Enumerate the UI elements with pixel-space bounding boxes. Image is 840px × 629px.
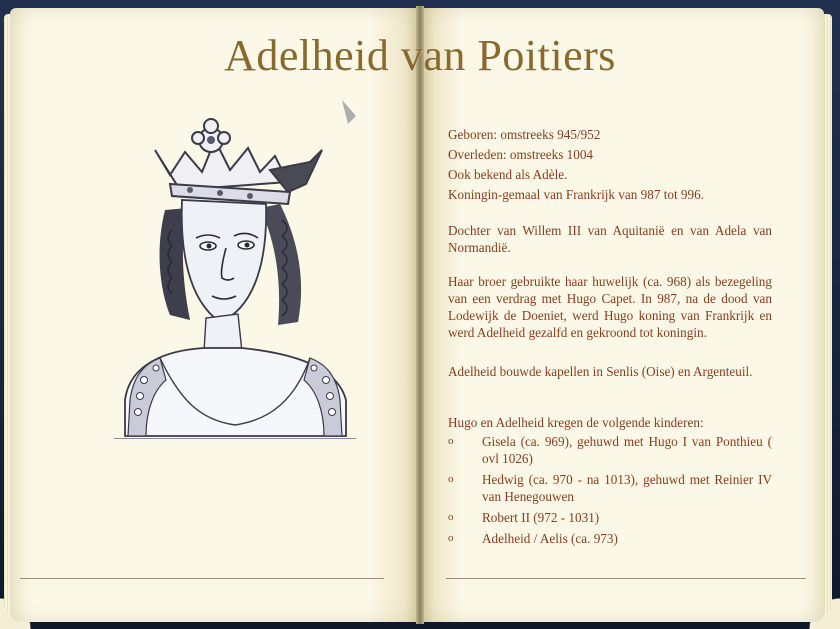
child-text: Hedwig (ca. 970 - na 1013), gehuwd met Reinier IV van Henegouwen xyxy=(482,472,772,504)
info-block xyxy=(448,126,772,203)
parents-paragraph: Dochter van Willem III van Aquitanië en van Adela van Normandië. xyxy=(448,223,772,255)
child-text: Gisela (ca. 969), gehuwd met Hugo I van Ponthieu ( ovl 1026) xyxy=(482,434,772,466)
bullet-icon: o xyxy=(448,473,454,485)
list-item xyxy=(448,471,772,505)
bullet-icon: o xyxy=(448,435,454,447)
death-line: Overleden: omstreeks 1004 xyxy=(448,147,594,162)
list-item xyxy=(448,433,772,467)
children-list xyxy=(448,433,772,551)
marriage-paragraph: Haar broer gebruikte haar huwelijk (ca. 968) als bezegeling van een verdrag met Hugo Capet. In 987, na de dood van Lodewijk de Doeniet, werd Hugo koning van Frankrijk en werd Adelheid gezalfd en gekroond tot koningin. xyxy=(448,274,772,340)
book-spine xyxy=(416,6,424,624)
reign-line: Koningin-gemaal van Frankrijk van 987 tot 996. xyxy=(448,187,705,202)
page-title: Adelheid van Poitiers xyxy=(224,31,616,80)
children-intro: Hugo en Adelheid kregen de volgende kinderen: xyxy=(448,415,704,430)
right-page-rule xyxy=(446,578,806,579)
portrait-baseline xyxy=(114,438,356,439)
child-text: Adelheid / Aelis (ca. 973) xyxy=(482,531,618,546)
birth-line: Geboren: omstreeks 945/952 xyxy=(448,127,601,142)
alias-line: Ook bekend als Adèle. xyxy=(448,167,568,182)
child-text: Robert II (972 - 1031) xyxy=(482,510,600,525)
left-page-rule xyxy=(20,578,384,579)
list-item xyxy=(448,530,772,547)
list-item xyxy=(448,509,772,526)
chapels-paragraph: Adelheid bouwde kapellen in Senlis (Oise) en Argenteuil. xyxy=(448,364,753,379)
queen-portrait-icon xyxy=(110,100,360,442)
bullet-icon: o xyxy=(448,511,454,523)
bullet-icon: o xyxy=(448,532,454,544)
